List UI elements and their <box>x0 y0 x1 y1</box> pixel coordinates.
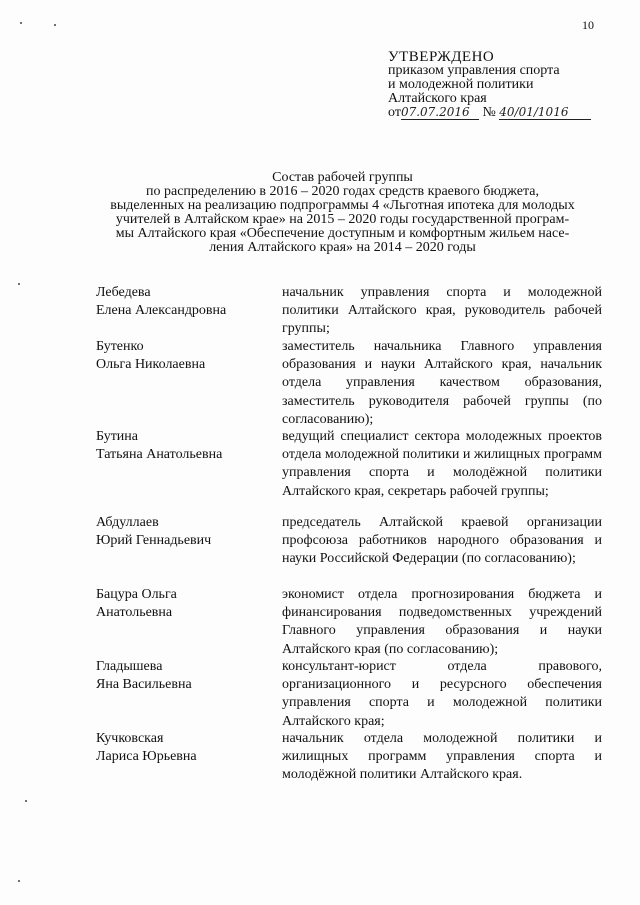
member-name <box>96 658 282 730</box>
approval-stamp <box>388 50 618 120</box>
member-role: консультант-юрист отдела правового, организационного и ресурсного обеспечения управления спорта и молодежной политики Алтайского края; <box>282 659 602 729</box>
title-line-5: ления Алтайского края» на 2014 – 2020 годы <box>209 240 476 255</box>
member-given-names: Елена Александровна <box>96 303 227 319</box>
approval-line-2: и молодежной политики <box>388 77 534 92</box>
member-role: ведущий специалист сектора молодежных проектов отдела молодежной политики и жилищных программ управления спорта и молодёжной политики Алтайского края, секретарь рабочей группы; <box>282 429 602 499</box>
member-name <box>96 428 282 514</box>
member-role: начальник отдела молодежной политики и жилищных программ управления спорта и молодёжной политики Алтайского края. <box>282 731 602 783</box>
title-main: Состав рабочей группы <box>272 170 413 185</box>
member-given-names: Юрий Геннадьевич <box>96 533 212 549</box>
title-line-2: выделенных на реализацию подпрограммы 4 «Льготная ипотека для молодых <box>110 198 575 213</box>
member-row <box>96 514 608 586</box>
member-name <box>96 284 282 338</box>
member-row <box>96 284 608 338</box>
member-row <box>96 428 608 514</box>
member-name <box>96 514 282 586</box>
member-row <box>96 658 608 730</box>
member-role: начальник управления спорта и молодежной политики Алтайского края, руководитель рабочей группы; <box>282 285 602 337</box>
member-row <box>96 586 608 658</box>
member-role: заместитель начальника Главного управления образования и науки Алтайского края, начальник отдела управления качеством образования, заместитель руководителя рабочей группы (по согласованию); <box>282 339 602 427</box>
title-line-1: по распределению в 2016 – 2020 годах средств краевого бюджета, <box>145 184 539 199</box>
document-title <box>80 171 605 255</box>
member-given-names: Анатольевна <box>96 605 173 621</box>
page-number: 10 <box>582 18 594 32</box>
approval-date-number-line <box>388 106 618 120</box>
date-prefix: от <box>388 105 401 120</box>
handwritten-number: 40/01/1016 <box>499 106 591 120</box>
member-surname: Бацура Ольга <box>96 587 177 602</box>
member-surname: Гладышева <box>96 659 163 674</box>
member-row <box>96 338 608 428</box>
handwritten-date: 07.07.2016 <box>401 106 479 120</box>
members-list <box>96 284 608 790</box>
member-name <box>96 730 282 790</box>
member-given-names: Татьяна Анатольевна <box>96 447 223 463</box>
approval-line-1: приказом управления спорта <box>388 63 560 78</box>
member-name <box>96 586 282 658</box>
member-surname: Кучковская <box>96 731 164 746</box>
title-line-3: учителей в Алтайском крае» на 2015 – 2020 годы государственной програм- <box>115 212 570 227</box>
member-role: экономист отдела прогнозирования бюджета и финансирования подведомственных учреждений Главного управления образования и науки Алтайского края (по согласованию); <box>282 587 602 657</box>
member-role: председатель Алтайской краевой организации профсоюза работников народного образования и науки Российской Федерации (по согласованию); <box>282 515 602 567</box>
member-surname: Бутина <box>96 429 139 444</box>
approval-heading: УТВЕРЖДЕНО <box>388 49 495 65</box>
approval-line-3: Алтайского края <box>388 91 487 106</box>
number-prefix: № <box>482 105 496 120</box>
member-given-names: Ольга Николаевна <box>96 357 206 373</box>
title-line-4: мы Алтайского края «Обеспечение доступным и комфортным жильем насе- <box>115 226 570 241</box>
member-given-names: Яна Васильевна <box>96 677 192 693</box>
member-name <box>96 338 282 428</box>
member-surname: Бутенко <box>96 339 144 354</box>
member-row <box>96 730 608 790</box>
member-surname: Лебедева <box>96 285 151 300</box>
member-given-names: Лариса Юрьевна <box>96 749 197 765</box>
member-surname: Абдуллаев <box>96 515 159 530</box>
